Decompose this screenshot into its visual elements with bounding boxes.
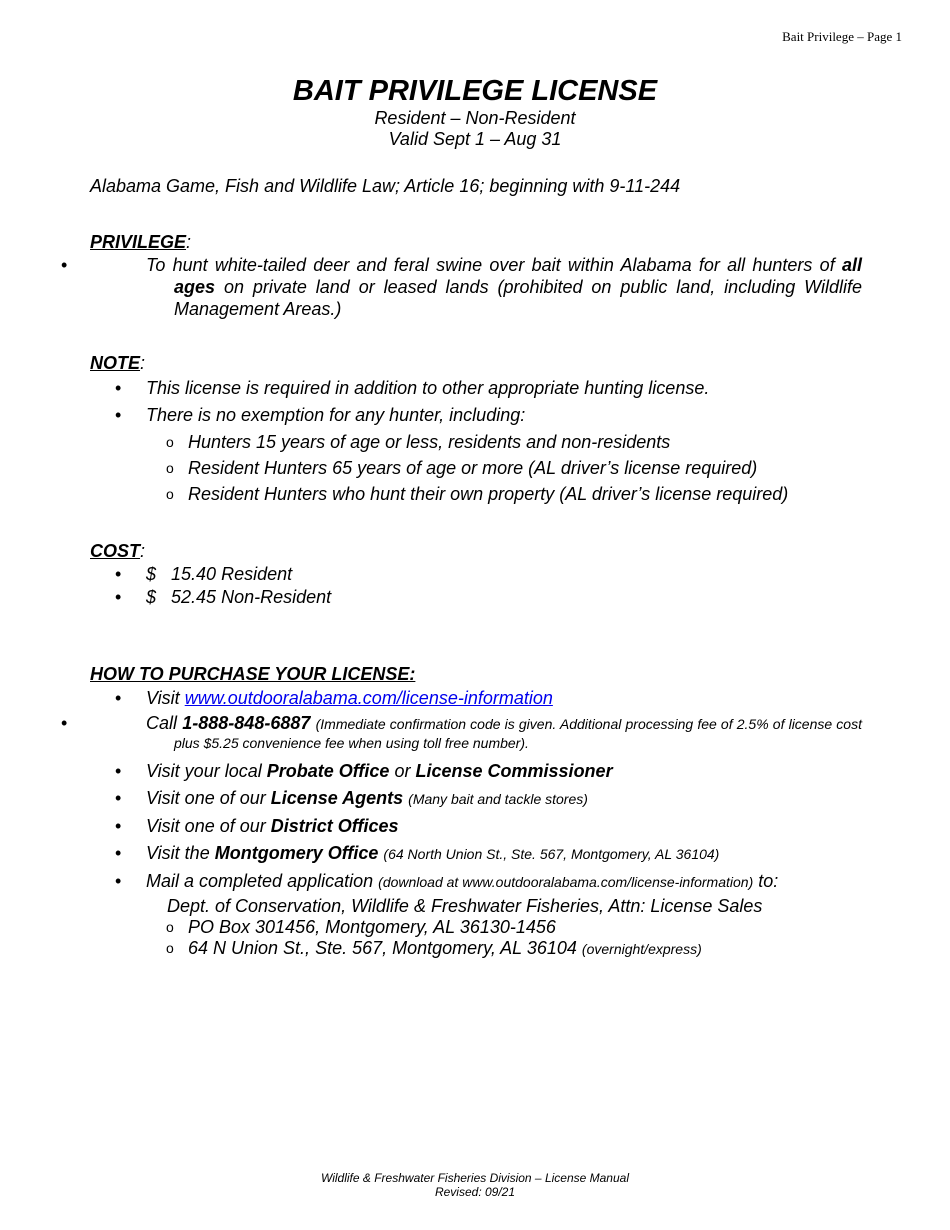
note-item: • There is no exemption for any hunter, including: — [90, 402, 862, 429]
note-sub-item: o Resident Hunters 65 years of age or more (AL driver’s license required) — [90, 455, 862, 481]
footer-revised: Revised: 09/21 — [434, 1185, 516, 1199]
purchase-section — [61, 662, 862, 960]
circle-bullet-icon: o — [166, 460, 174, 476]
privilege-section — [61, 230, 862, 320]
mail-department: Dept. of Conservation, Wildlife & Freshwater Fisheries, Attn: License Sales — [167, 896, 763, 916]
cost-section — [90, 539, 862, 609]
circle-bullet-icon: o — [166, 434, 174, 450]
note-sub-item: o Resident Hunters who hunt their own property (AL driver’s license required) — [90, 481, 862, 507]
cost-item-resident: • $ 15.40 Resident — [115, 564, 293, 584]
title-block — [0, 74, 950, 150]
bullet-icon: • — [115, 816, 122, 836]
circle-bullet-icon: o — [166, 940, 174, 956]
subtitle-residency: Resident – Non-Resident — [374, 108, 576, 128]
purchase-item-probate: • Visit your local Probate Office or License Commissioner — [90, 758, 862, 785]
purchase-item-web: • Visit www.outdooralabama.com/license-information — [115, 688, 553, 708]
purchase-item-montgomery: • Visit the Montgomery Office (64 North Union St., Ste. 567, Montgomery, AL 36104) — [90, 840, 862, 868]
privilege-text-after: on private land or leased lands (prohibited on public land, including Wildlife Management Areas.) — [174, 277, 862, 319]
purchase-heading-row — [90, 662, 862, 686]
privilege-text-bold: all ages — [174, 255, 862, 297]
privilege-heading-row: PRIVILEGE: — [90, 232, 192, 252]
footer — [0, 1171, 950, 1199]
note-heading-row: NOTE: — [90, 353, 146, 373]
page-title: BAIT PRIVILEGE LICENSE — [292, 75, 658, 107]
privilege-text-before: To hunt white-tailed deer and feral swine over bait within Alabama for all hunters of — [146, 255, 835, 275]
note-item: • This license is required in addition to other appropriate hunting license. — [90, 375, 862, 402]
circle-bullet-icon: o — [166, 486, 174, 502]
bullet-icon: • — [115, 378, 122, 398]
privilege-heading: PRIVILEGE — [90, 232, 187, 252]
purchase-item-call: • Call 1-888-848-6887 (Immediate confirmation code is given. Additional processing fee of 2.5% of license cost plus $5.25 convenience fee when using toll free number). — [61, 713, 862, 751]
bullet-icon: • — [115, 405, 122, 425]
cost-item-nonresident: • $ 52.45 Non-Resident — [115, 587, 332, 607]
bullet-icon: • — [115, 587, 122, 607]
purchase-item-mail: • Mail a completed application (download at www.outdooralabama.com/license-information) to: — [90, 868, 862, 896]
mail-address: o 64 N Union St., Ste. 567, Montgomery, AL 36104 (overnight/express) — [166, 938, 702, 958]
footer-division: Wildlife & Freshwater Fisheries Division – License Manual — [320, 1171, 629, 1185]
bullet-icon: • — [115, 871, 122, 891]
subtitle-validity: Valid Sept 1 – Aug 31 — [388, 129, 562, 149]
license-info-link[interactable]: www.outdooralabama.com/license-information — [184, 688, 553, 708]
privilege-item: • To hunt white-tailed deer and feral swine over bait within Alabama for all hunters of all ages on private land or leased lands (prohibited on public land, including Wildlife Management Areas.) — [61, 255, 862, 319]
call-note: (Immediate confirmation code is given. Additional processing fee of 2.5% of license cost plus $5.25 convenience fee when using toll free number). — [174, 716, 862, 751]
purchase-item-district: • Visit one of our District Offices — [90, 813, 862, 840]
mail-address: o PO Box 301456, Montgomery, AL 36130-1456 — [166, 917, 556, 937]
circle-bullet-icon: o — [166, 919, 174, 935]
bullet-icon: • — [115, 564, 122, 584]
note-sub-item: o Hunters 15 years of age or less, residents and non-residents — [90, 429, 862, 455]
note-section — [90, 351, 862, 507]
purchase-item-agents: • Visit one of our License Agents (Many bait and tackle stores) — [90, 785, 862, 813]
cost-heading-row: COST: — [90, 541, 146, 561]
bullet-icon: • — [115, 788, 122, 808]
law-reference: Alabama Game, Fish and Wildlife Law; Article 16; beginning with 9-11-244 — [90, 176, 681, 196]
bullet-icon: • — [115, 761, 122, 781]
bullet-icon: • — [115, 688, 122, 708]
page-header: Bait Privilege – Page 1 — [782, 29, 902, 44]
note-heading: NOTE — [90, 353, 141, 373]
phone-number: 1-888-848-6887 — [182, 713, 311, 733]
purchase-heading: HOW TO PURCHASE YOUR LICENSE: — [90, 664, 416, 684]
cost-heading: COST — [90, 541, 141, 561]
bullet-icon: • — [115, 843, 122, 863]
